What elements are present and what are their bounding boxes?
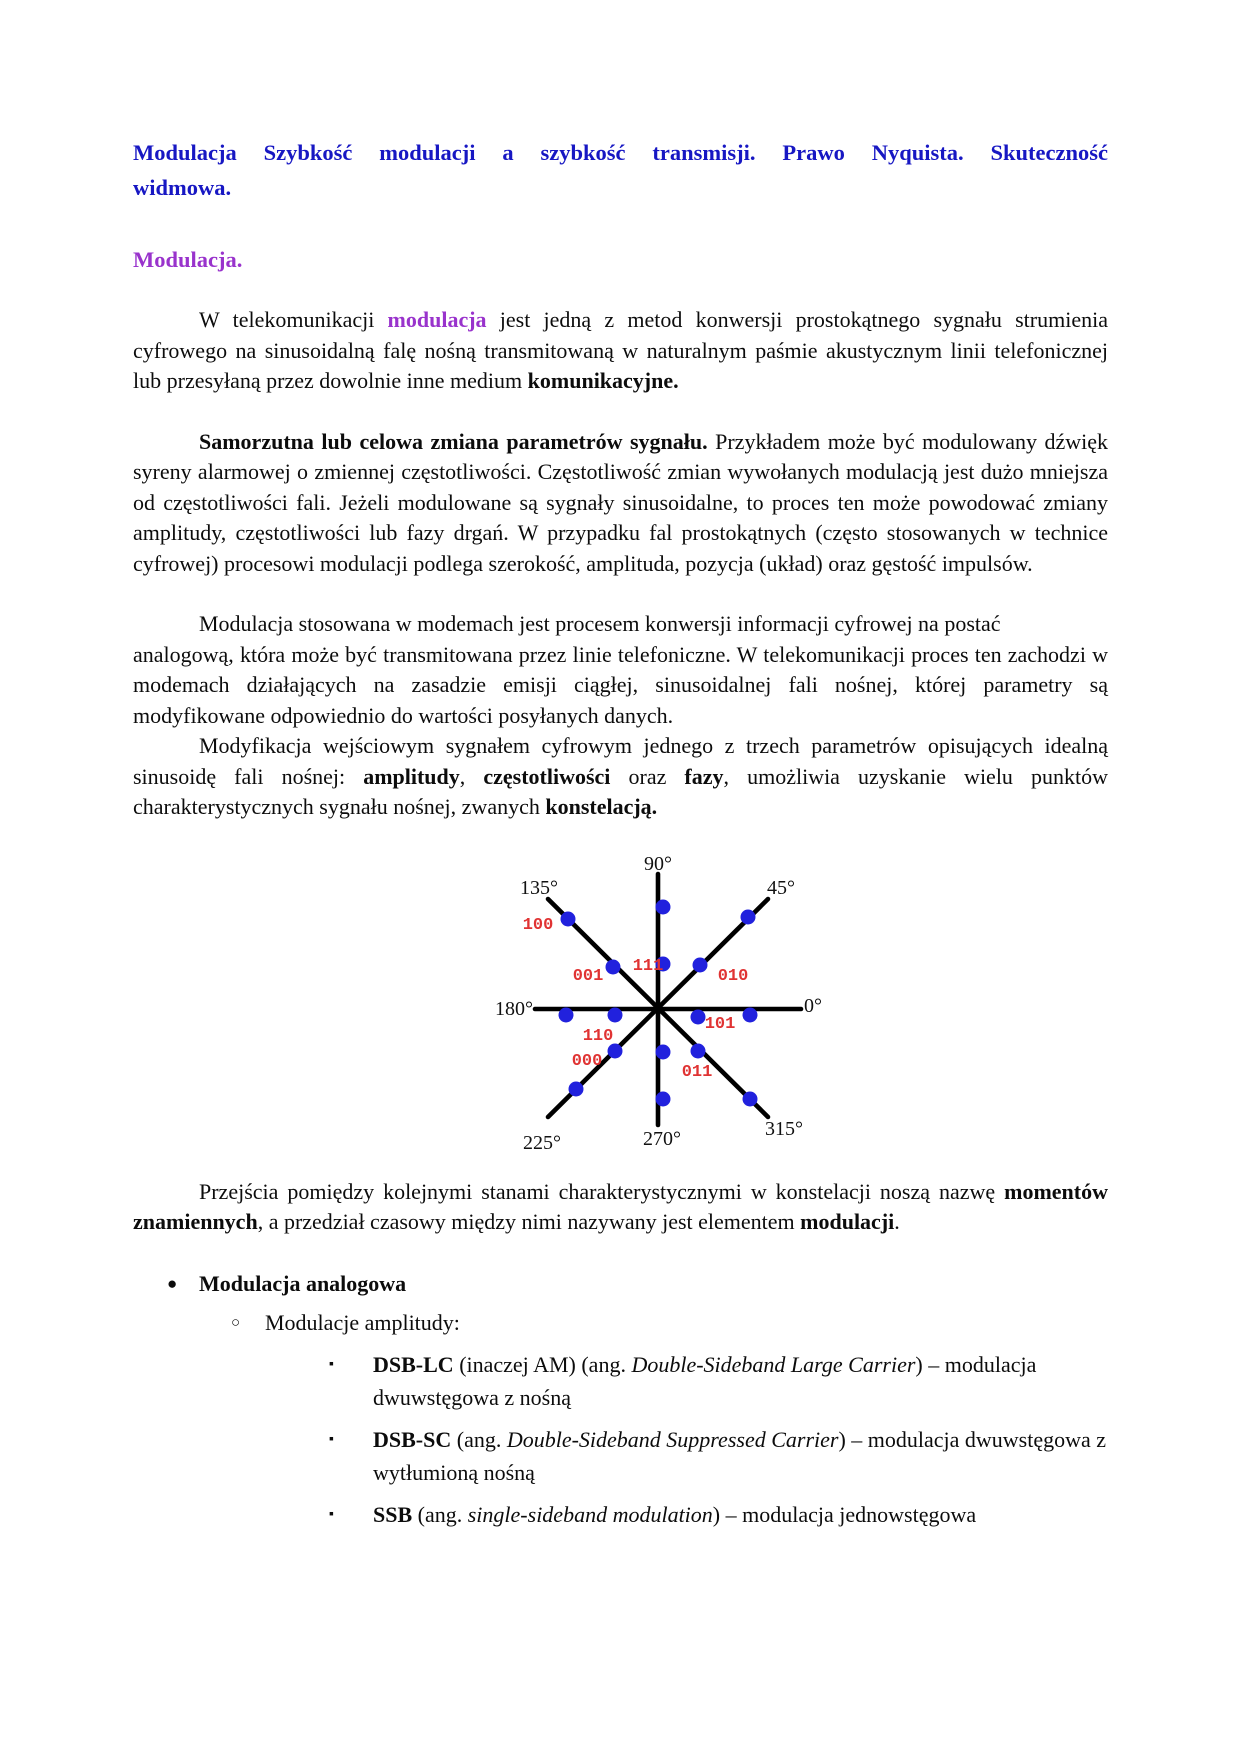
angle-label: 315° bbox=[765, 1117, 803, 1140]
list-item bbox=[133, 1307, 1108, 1339]
list-item-text bbox=[373, 1427, 1106, 1485]
code-label: 100 bbox=[522, 915, 554, 935]
text-run: DSB-SC bbox=[373, 1426, 452, 1452]
constellation-diagram bbox=[133, 847, 1108, 1177]
text-run: oraz bbox=[610, 763, 685, 789]
text-run: W telekomunikacji bbox=[199, 307, 388, 332]
document-title-line1: Modulacja Szybkość modulacji a szybkość transmisji. Prawo Nyquista. Skuteczność bbox=[133, 140, 1108, 165]
document-title-line2: widmowa. bbox=[133, 175, 232, 200]
constellation-point bbox=[569, 1081, 584, 1096]
constellation-point bbox=[561, 911, 576, 926]
text-run: , a przedział czasowy między nimi nazywany jest elementem bbox=[257, 1209, 801, 1234]
text-run: (ang. bbox=[412, 1501, 468, 1527]
constellation-point bbox=[691, 1043, 706, 1058]
text-run: . bbox=[894, 1209, 900, 1234]
text-run: fazy bbox=[684, 763, 724, 789]
bullet-marker-icon: ● bbox=[167, 1273, 178, 1293]
list-item bbox=[133, 1498, 1108, 1531]
document-title bbox=[133, 135, 1108, 205]
text-run: Modulacje amplitudy: bbox=[265, 1309, 460, 1335]
text-run: ) – modulacja dwuwstęgowa z wytłumioną nośną bbox=[373, 1426, 1107, 1485]
constellation-point bbox=[559, 1007, 574, 1022]
text-run: Modyfikacja wejściowym sygnałem cyfrowym jednego z trzech parametrów opisujących idealną sinusoidę fali nośnej: bbox=[133, 733, 1108, 789]
list-item-text bbox=[373, 1352, 1036, 1410]
paragraph-telekomunikacja bbox=[133, 305, 1108, 397]
text-run: analogową, która może być transmitowana przez linie telefoniczne. W telekomunikacji proces ten zachodzi w modemach działających na zasadzie emisji ciągłej, sinusoidalnej fali nośnej, której parametry są modyfikowane odpowiednio do wartości posyłanych danych. bbox=[133, 641, 1108, 728]
text-run: ) – modulacja jednowstęgowa bbox=[712, 1501, 977, 1527]
constellation-point bbox=[693, 957, 708, 972]
text-run: Double-Sideband Large Carrier bbox=[631, 1351, 916, 1377]
bullet-marker-icon: ▪ bbox=[329, 1506, 334, 1522]
constellation-point bbox=[606, 959, 621, 974]
angle-label: 180° bbox=[495, 997, 533, 1020]
constellation-svg bbox=[483, 847, 843, 1165]
text-run: single-sideband modulation bbox=[467, 1501, 713, 1527]
constellation-point bbox=[743, 1007, 758, 1022]
constellation-point bbox=[743, 1091, 758, 1106]
text-run: Modulacja stosowana w modemach jest procesem konwersji informacji cyfrowej na postać bbox=[199, 611, 1001, 636]
constellation-point bbox=[741, 909, 756, 924]
list-item bbox=[133, 1348, 1108, 1414]
constellation-point bbox=[656, 899, 671, 914]
code-label: 011 bbox=[681, 1062, 713, 1082]
text-run: modulacji bbox=[800, 1209, 895, 1234]
angle-label: 45° bbox=[767, 876, 795, 899]
constellation-point bbox=[656, 1091, 671, 1106]
angle-label: 135° bbox=[520, 876, 558, 899]
angle-label: 270° bbox=[643, 1127, 681, 1150]
text-run: Modulacja analogowa bbox=[199, 1270, 407, 1296]
paragraph-samorzutna bbox=[133, 427, 1108, 580]
code-label: 001 bbox=[572, 966, 604, 986]
text-run: (inaczej AM) (ang. bbox=[453, 1351, 632, 1377]
text-run: modulacja bbox=[387, 307, 487, 332]
list-item-text bbox=[199, 1271, 406, 1296]
code-label: 110 bbox=[582, 1026, 614, 1046]
text-run: , umożliwia uzyskanie wielu punktów charakterystycznych sygnału nośnej, zwanych bbox=[133, 763, 1109, 819]
section-heading-modulacja: Modulacja. bbox=[133, 247, 243, 272]
bullet-marker-icon: ○ bbox=[231, 1314, 241, 1331]
text-run: komunikacyjne. bbox=[527, 368, 679, 393]
text-run: Przykładem może być modulowany dźwięk syreny alarmowej o zmiennej częstotliwości. Częstotliwość zmian wywołanych modulacją jest dużo mniejsza od częstotliwości fali. Jeżeli modulowane są sygnały sinusoidalne, to proces ten może powodować zmiany amplitudy, częstotliwości lub fazy drgań. W przypadku fal prostokątnych (często stosowanych w technice cyfrowej) procesowi modulacji podlega szerokość, amplituda, pozycja (układ) oraz gęstość impulsów. bbox=[133, 428, 1108, 576]
text-run: SSB bbox=[373, 1501, 413, 1527]
text-run: Double-Sideband Suppressed Carrier bbox=[506, 1426, 839, 1452]
code-label: 000 bbox=[571, 1051, 603, 1071]
bullet-marker-icon: ▪ bbox=[329, 1356, 334, 1372]
text-run: amplitudy bbox=[363, 763, 460, 789]
text-run: częstotliwości bbox=[483, 763, 611, 789]
list-item bbox=[133, 1423, 1108, 1489]
text-run: jest jedną z metod konwersji prostokątnego sygnału strumienia cyfrowego na sinusoidalną falę nośną transmitowaną w naturalnym paśmie akustycznym linii telefonicznej lub przesyłaną przez dowolnie inne medium bbox=[133, 307, 1108, 393]
list-item bbox=[133, 1268, 1108, 1300]
code-label: 101 bbox=[704, 1014, 736, 1034]
text-run: momentów znamiennych bbox=[133, 1178, 1108, 1234]
text-run: , bbox=[459, 763, 484, 789]
paragraph-modemy bbox=[133, 609, 1108, 731]
angle-label: 0° bbox=[804, 994, 822, 1017]
text-run: konstelacją. bbox=[545, 794, 658, 819]
angle-label: 90° bbox=[644, 852, 672, 875]
code-label: 010 bbox=[717, 966, 749, 986]
angle-label: 225° bbox=[523, 1131, 561, 1154]
text-run: DSB-LC bbox=[373, 1351, 454, 1377]
constellation-point bbox=[691, 1009, 706, 1024]
bullet-marker-icon: ▪ bbox=[329, 1431, 334, 1447]
text-run: (ang. bbox=[451, 1426, 507, 1452]
constellation-point bbox=[608, 1007, 623, 1022]
paragraph-modyfikacja bbox=[133, 731, 1108, 823]
list-item-text bbox=[265, 1310, 460, 1335]
modulation-list bbox=[133, 1268, 1108, 1531]
text-run: ) – modulacja dwuwstęgowa z nośną bbox=[373, 1351, 1037, 1410]
paragraph-przejscia bbox=[133, 1177, 1108, 1238]
constellation-point bbox=[656, 1044, 671, 1059]
list-item-text bbox=[373, 1502, 976, 1527]
text-run: Samorzutna lub celowa zmiana parametrów sygnału. bbox=[199, 428, 708, 454]
text-run: Przejścia pomiędzy kolejnymi stanami charakterystycznymi w konstelacji noszą nazwę bbox=[199, 1178, 1005, 1204]
code-label: 111 bbox=[632, 956, 664, 976]
